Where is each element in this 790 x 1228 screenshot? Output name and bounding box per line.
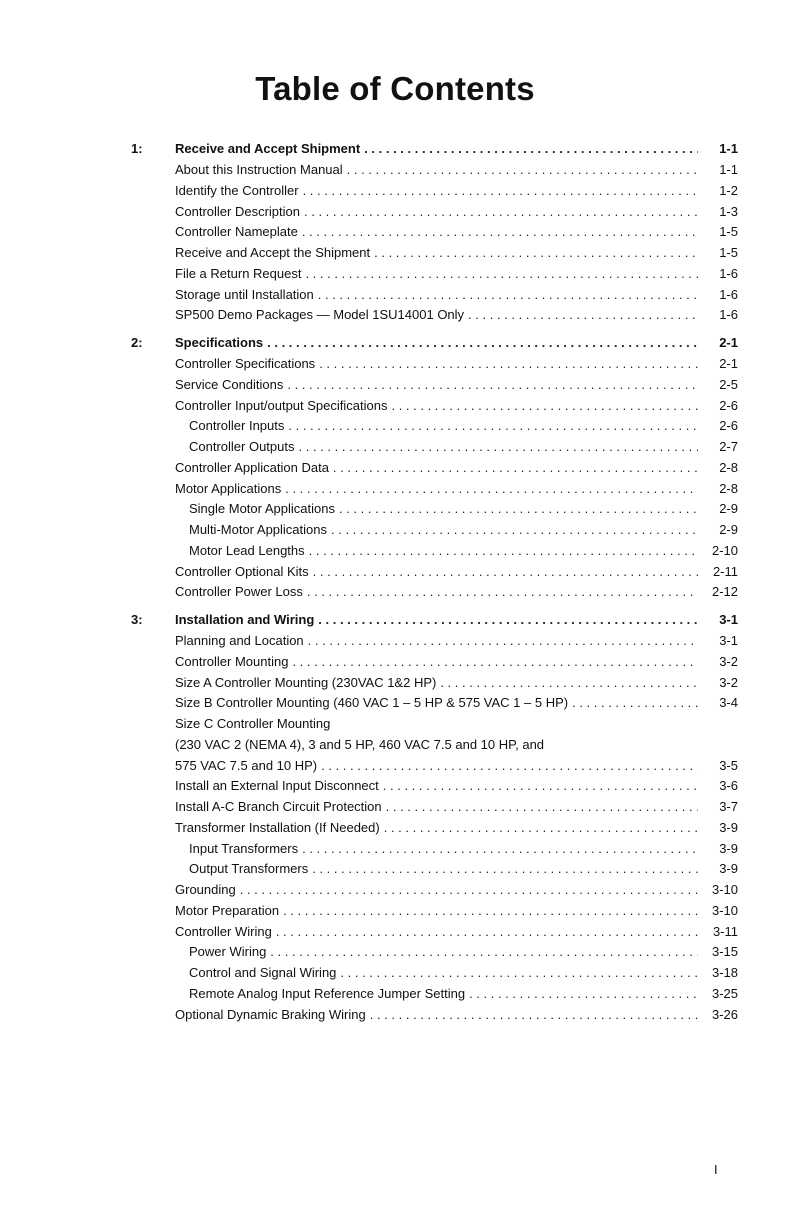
toc-entry-line: [175, 181, 738, 202]
toc-entry[interactable]: [0, 264, 790, 285]
toc-entry-line: [175, 880, 738, 901]
toc-entry-label: Output Transformers: [189, 861, 309, 877]
page-number: I: [714, 1162, 718, 1177]
toc-entry-label: Controller Input/output Specifications: [175, 397, 388, 413]
toc-entry[interactable]: [0, 181, 790, 202]
toc-entry-label: Controller Inputs: [189, 418, 285, 434]
toc-entry-page: 2-1: [719, 356, 738, 371]
toc-entry-page: 2-11: [712, 563, 738, 579]
toc-entry-line: [175, 714, 738, 735]
toc-entry-label: (230 VAC 2 (NEMA 4), 3 and 5 HP, 460 VAC 7.5 and 10 HP, and: [175, 736, 545, 752]
toc-entry[interactable]: [0, 756, 790, 777]
toc-entry-label: Transformer Installation (If Needed): [175, 819, 380, 835]
toc-entry-label: Install an External Input Disconnect: [175, 778, 379, 794]
toc-entry-page: 3-2: [719, 674, 738, 690]
chapter-page: 1-1: [719, 141, 738, 156]
dot-leader: [313, 562, 698, 583]
toc-entry-page: 3-18: [711, 965, 738, 980]
dot-leader: [340, 963, 698, 984]
toc-entry[interactable]: [0, 285, 790, 306]
toc-chapter: [0, 138, 790, 326]
dot-leader: [302, 222, 698, 243]
toc-entry-line: [175, 479, 738, 500]
dot-leader: [383, 776, 698, 797]
toc-entry-page: 3-10: [711, 902, 738, 918]
dot-leader: [384, 818, 698, 839]
dot-leader: [303, 181, 698, 202]
chapter-entry: [175, 609, 738, 631]
dot-leader: [304, 202, 698, 223]
toc-entry-page: 3-4: [719, 695, 738, 711]
toc-entry[interactable]: [0, 673, 790, 694]
dot-leader: [270, 942, 698, 963]
toc-entry-label: Optional Dynamic Braking Wiring: [175, 1006, 366, 1022]
toc-chapter: [0, 609, 790, 1025]
chapter-page: 3-1: [719, 612, 738, 627]
toc-entry[interactable]: [0, 396, 790, 417]
toc-entry[interactable]: [0, 305, 790, 326]
toc-entry-line: [189, 859, 738, 880]
toc-entry-label: Remote Analog Input Reference Jumper Setting: [189, 985, 466, 1001]
toc-entry[interactable]: [0, 437, 790, 458]
toc-entry-page: 3-25: [711, 985, 738, 1001]
dot-leader: [292, 652, 698, 673]
toc-entry[interactable]: [0, 562, 790, 583]
toc-entry[interactable]: [0, 984, 790, 1005]
toc-entry[interactable]: [0, 797, 790, 818]
toc-entry-page: 1-3: [719, 203, 738, 219]
toc-entry-page: 3-9: [719, 861, 738, 877]
toc-entry-label: Motor Lead Lengths: [189, 542, 305, 558]
toc-entry-label: Size B Controller Mounting (460 VAC 1 – 5 HP & 575 VAC 1 – 5 HP): [175, 695, 569, 711]
dot-leader: [285, 479, 698, 500]
toc-entry-page: 3-7: [719, 799, 738, 814]
toc-entry-line: [175, 160, 738, 181]
toc-entry-label: Controller Outputs: [189, 439, 295, 454]
toc-entry[interactable]: [0, 520, 790, 541]
toc-entry-label: Controller Mounting: [175, 653, 289, 669]
toc-entry-line: [175, 458, 738, 479]
toc-entry-label: Controller Optional Kits: [175, 563, 309, 579]
toc-entry-line: [189, 963, 738, 984]
toc-entry-line: [189, 984, 738, 1005]
toc-entry-page: 1-6: [719, 265, 738, 281]
chapter-title: Specifications: [175, 335, 264, 350]
table-of-contents: [0, 138, 790, 1031]
toc-entry-line: [175, 818, 738, 839]
toc-entry-line: [175, 264, 738, 285]
toc-entry[interactable]: [0, 922, 790, 943]
toc-entry-line: [175, 631, 738, 652]
toc-entry-label: Controller Nameplate: [175, 224, 298, 240]
toc-entry-label: Control and Signal Wiring: [189, 965, 337, 980]
toc-entry[interactable]: [0, 631, 790, 652]
toc-entry-page: 3-9: [719, 819, 738, 835]
toc-entry[interactable]: [0, 693, 790, 714]
toc-entry-line: [175, 582, 738, 603]
toc-entry-line: [175, 652, 738, 673]
toc-entry-label: Controller Application Data: [175, 459, 329, 475]
toc-entry-label: Controller Wiring: [175, 923, 272, 939]
dot-leader: [288, 416, 698, 437]
toc-entry[interactable]: [0, 859, 790, 880]
toc-entry[interactable]: [0, 942, 790, 963]
toc-entry-label: Install A-C Branch Circuit Protection: [175, 799, 382, 814]
toc-entry[interactable]: [0, 963, 790, 984]
toc-entry-line: [175, 222, 738, 243]
toc-entry-page: 3-11: [712, 923, 738, 939]
toc-entry-page: 1-5: [719, 224, 738, 240]
toc-entry-label: Identify the Controller: [175, 182, 299, 198]
toc-entry-page: 2-7: [719, 439, 738, 454]
dot-leader: [321, 756, 698, 777]
toc-entry-line: [175, 901, 738, 922]
toc-entry-page: 3-5: [719, 757, 738, 773]
chapter-title: Receive and Accept Shipment: [175, 141, 361, 156]
toc-entry-line: [175, 562, 738, 583]
toc-entry-line: [189, 416, 738, 437]
toc-chapter-heading[interactable]: [0, 138, 790, 160]
toc-entry[interactable]: [0, 541, 790, 562]
toc-entry-page: 2-8: [719, 459, 738, 475]
toc-entry-label: Power Wiring: [189, 944, 267, 960]
toc-entry[interactable]: [0, 354, 790, 375]
dot-leader: [347, 160, 698, 181]
toc-entry-page: 2-5: [719, 376, 738, 392]
chapter-number: 1:: [131, 141, 143, 156]
toc-entry-label: Size A Controller Mounting (230VAC 1&2 HP): [175, 674, 437, 690]
dot-leader: [283, 901, 698, 922]
dot-leader: [440, 673, 698, 694]
dot-leader: [276, 922, 698, 943]
toc-entry-line: [189, 437, 738, 458]
toc-chapter-heading[interactable]: [0, 332, 790, 354]
dot-leader: [386, 797, 698, 818]
toc-entry[interactable]: [0, 776, 790, 797]
dot-leader: [308, 631, 698, 652]
dot-leader: [391, 396, 698, 417]
chapter-page: 2-1: [719, 335, 738, 350]
toc-entry-line: [175, 396, 738, 417]
dot-leader: [370, 1005, 698, 1026]
toc-entry[interactable]: [0, 901, 790, 922]
dot-leader: [240, 880, 698, 901]
toc-entry-line: [175, 243, 738, 264]
toc-entry-label: About this Instruction Manual: [175, 162, 343, 177]
toc-entry-line: [175, 776, 738, 797]
toc-entry[interactable]: [0, 458, 790, 479]
toc-entry-line: [175, 202, 738, 223]
toc-entry-page: 1-2: [719, 182, 738, 198]
toc-entry[interactable]: [0, 714, 790, 735]
toc-entry-page: 1-1: [719, 162, 738, 177]
toc-entry[interactable]: [0, 735, 790, 756]
page-title: Table of Contents: [255, 70, 535, 107]
toc-entry-label: Motor Preparation: [175, 902, 280, 918]
toc-entry[interactable]: [0, 652, 790, 673]
toc-entry[interactable]: [0, 375, 790, 396]
toc-entry-page: 3-1: [719, 633, 738, 648]
toc-entry-label: Grounding: [175, 882, 236, 897]
toc-entry-line: [175, 285, 738, 306]
toc-entry-label: Controller Power Loss: [175, 584, 303, 600]
dot-leader: [333, 458, 698, 479]
toc-entry-label: 575 VAC 7.5 and 10 HP): [175, 757, 318, 773]
toc-entry[interactable]: [0, 839, 790, 860]
dot-leader: [318, 285, 698, 306]
dot-leader: [469, 984, 698, 1005]
toc-entry-line: [175, 375, 738, 396]
toc-entry[interactable]: [0, 243, 790, 264]
chapter-number: 2:: [131, 335, 143, 350]
toc-entry[interactable]: [0, 499, 790, 520]
toc-entry-page: 3-26: [711, 1006, 738, 1022]
toc-entry-label: Controller Description: [175, 203, 300, 219]
chapter-number: 3:: [131, 612, 143, 627]
dot-leader: [572, 693, 698, 714]
toc-entry-line: [175, 305, 738, 326]
toc-entry[interactable]: [0, 880, 790, 901]
toc-entry-line: [175, 693, 738, 714]
toc-entry[interactable]: [0, 202, 790, 223]
toc-entry-label: File a Return Request: [175, 265, 302, 281]
toc-entry-label: Service Conditions: [175, 376, 284, 392]
toc-entry-label: Receive and Accept the Shipment: [175, 245, 371, 260]
toc-entry-label: Single Motor Applications: [189, 501, 335, 517]
toc-entry-label: Motor Applications: [175, 480, 282, 496]
toc-entry-line: [175, 354, 738, 375]
toc-entry[interactable]: [0, 582, 790, 603]
toc-entry-page: 3-15: [711, 944, 738, 960]
toc-entry-page: 2-9: [719, 522, 738, 537]
toc-entry-line: [175, 1005, 738, 1026]
dot-leader: [287, 375, 698, 396]
toc-entry-page: 2-6: [719, 418, 738, 434]
toc-entry-page: 2-10: [711, 542, 738, 558]
toc-entry-page: 3-9: [719, 840, 738, 856]
dot-leader: [299, 437, 699, 458]
dot-leader: [468, 305, 698, 326]
toc-entry-page: 2-6: [719, 397, 738, 413]
dot-leader: [305, 264, 698, 285]
dot-leader: [309, 541, 698, 562]
toc-entry-line: [175, 673, 738, 694]
chapter-entry: [175, 138, 738, 160]
toc-entry[interactable]: [0, 818, 790, 839]
toc-entry-page: 3-2: [719, 653, 738, 669]
dot-leader: [302, 839, 698, 860]
toc-entry[interactable]: [0, 416, 790, 437]
toc-entry-line: [175, 797, 738, 818]
toc-entry-label: Planning and Location: [175, 633, 304, 648]
dot-leader: [318, 609, 698, 631]
dot-leader: [267, 332, 698, 354]
toc-entry-label: Controller Specifications: [175, 356, 316, 371]
toc-entry[interactable]: [0, 1005, 790, 1026]
toc-chapter-heading[interactable]: [0, 609, 790, 631]
toc-entry-page: 1-6: [719, 307, 738, 323]
toc-entry-line: [189, 499, 738, 520]
toc-entry[interactable]: [0, 222, 790, 243]
toc-entry-label: Input Transformers: [189, 840, 299, 856]
dot-leader: [339, 499, 698, 520]
toc-entry-label: Multi-Motor Applications: [189, 522, 327, 537]
toc-entry-page: 1-5: [719, 245, 738, 260]
toc-chapter: [0, 332, 790, 603]
toc-entry-label: SP500 Demo Packages — Model 1SU14001 Only: [175, 307, 465, 323]
toc-entry-page: 1-6: [719, 286, 738, 302]
dot-leader: [307, 582, 698, 603]
toc-entry-page: 2-8: [719, 480, 738, 496]
toc-entry-line: [189, 942, 738, 963]
toc-entry-line: [189, 520, 738, 541]
toc-entry-page: 2-12: [711, 584, 738, 600]
toc-entry-line: [189, 541, 738, 562]
toc-entry[interactable]: [0, 160, 790, 181]
toc-entry-label: Size C Controller Mounting: [175, 716, 331, 731]
dot-leader: [331, 520, 698, 541]
toc-entry-page: 2-9: [719, 501, 738, 517]
toc-entry-page: 3-10: [711, 882, 738, 897]
toc-entry[interactable]: [0, 479, 790, 500]
chapter-entry: [175, 332, 738, 354]
toc-entry-line: [175, 756, 738, 777]
dot-leader: [374, 243, 698, 264]
toc-entry-line: [175, 922, 738, 943]
toc-entry-line: [175, 735, 738, 756]
toc-entry-page: 3-6: [719, 778, 738, 794]
dot-leader: [312, 859, 698, 880]
dot-leader: [364, 138, 698, 160]
dot-leader: [319, 354, 698, 375]
toc-entry-label: Storage until Installation: [175, 286, 314, 302]
toc-entry-line: [189, 839, 738, 860]
chapter-title: Installation and Wiring: [175, 612, 315, 627]
